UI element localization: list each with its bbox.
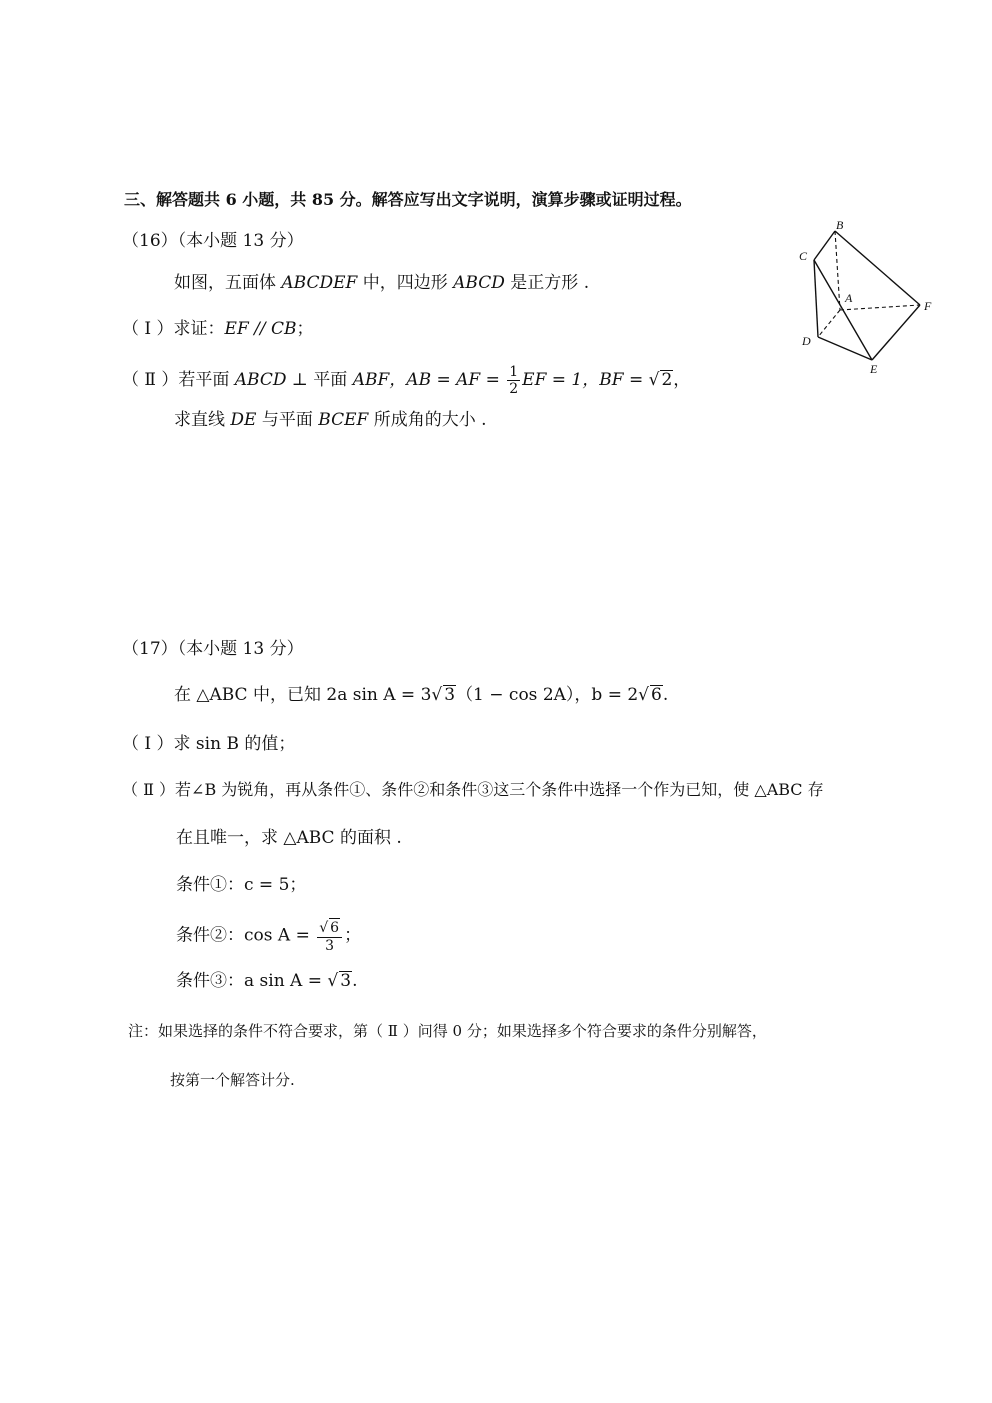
q17-cond2-frac: $\frac{√ 6}{3}$ <box>317 918 342 954</box>
q17-part2-cont: 在且唯一，求 △ABC 的面积 . <box>176 828 402 848</box>
q16-frac-num: 1 <box>509 364 519 380</box>
q17-cond1: 条件①：c = 5； <box>176 875 307 895</box>
q17-stem-sqrt: 3 <box>444 685 456 705</box>
label-A: A <box>845 291 853 305</box>
q16-stem <box>174 271 589 295</box>
q16-stem-pre: 如图，五面体 <box>174 273 282 293</box>
q16-stem-post: 是正方形 . <box>504 273 590 293</box>
q16-fraction <box>507 364 520 397</box>
q17-cond2-den: 3 <box>325 938 335 954</box>
q17-stem: 在 △ABC 中，已知 2a sin A = 3√ 3（1 − cos 2A），b = 2√ 6. <box>174 685 669 705</box>
q16-part2-a: ABCD <box>234 370 287 390</box>
q17-stem-pre: 在 △ABC 中，已知 2a sin A = 3 <box>174 685 432 705</box>
q16-part1 <box>122 317 314 341</box>
q16-part1-end: ； <box>296 319 314 339</box>
q17-part2: （ Ⅱ ）若∠B 为锐角，再从条件①、条件②和条件③这三个条件中选择一个作为已知，使 △ABC 存 <box>122 780 824 799</box>
q17-note: 注：如果选择的条件不符合要求，第（ Ⅱ ）问得 0 分；如果选择多个符合要求的条件分别解答， <box>128 1022 767 1040</box>
q16-stem-var1: ABCDEF <box>281 273 358 293</box>
q17-number: （17）（本小题 13 分） <box>122 639 304 659</box>
q16-part2: （ Ⅱ ）若平面 ABCD ⊥ 平面 ABF，AB = AF = $\frac{1}{2}$ EF = 1，BF = √ 2， <box>122 364 691 397</box>
q17-cond3-pre: 条件③：a sin A = <box>176 971 328 991</box>
q16-part2-label: （ Ⅱ ）若平面 <box>122 370 235 390</box>
q16-part2-b: ABF <box>352 370 390 390</box>
label-C: C <box>799 249 808 263</box>
q16-frac-den: 2 <box>509 381 519 397</box>
q16-part2-e: BF = <box>599 370 649 390</box>
label-B: B <box>836 218 844 232</box>
q16-sqrt: 2 <box>661 370 673 390</box>
q16-part2-f: ， <box>673 370 691 390</box>
q16-stem-mid: 中，四边形 <box>357 273 454 293</box>
q17-cond3: 条件③：a sin A = √ 3. <box>176 971 358 991</box>
q17-cond2-end: ； <box>344 925 362 946</box>
q17-note-cont: 按第一个解答计分. <box>170 1071 295 1089</box>
q17-stem-end: . <box>662 685 669 705</box>
label-F: F <box>924 299 932 313</box>
q17-stem-sqrt2: 6 <box>651 685 662 705</box>
q16-line2-de: DE <box>230 410 257 430</box>
section-heading: 三、解答题共 6 小题，共 85 分。解答应写出文字说明，演算步骤或证明过程。 <box>124 190 692 209</box>
q16-part2-d: EF = 1， <box>522 370 600 390</box>
q16-line2-bcef: BCEF <box>318 410 369 430</box>
q16-part2-c: ，AB = AF = <box>389 370 506 390</box>
q16-part1-label: （ Ⅰ ）求证： <box>122 319 225 339</box>
q17-part1: （ Ⅰ ）求 sin B 的值； <box>122 734 296 754</box>
q17-cond2-num: 6 <box>330 920 340 936</box>
q16-part2-perp: ⊥ 平面 <box>286 370 353 390</box>
q16-line2-post: 所成角的大小 . <box>368 410 487 430</box>
q17-cond2-pre: 条件②：cos A = <box>176 925 316 946</box>
q17-cond3-end: . <box>352 971 358 991</box>
label-D: D <box>802 334 811 348</box>
q16-part1-math: EF // CB <box>224 319 297 339</box>
q16-line2-mid: 与平面 <box>256 410 319 430</box>
q16-stem-var2: ABCD <box>453 273 505 293</box>
q17-cond3-sqrt: 3 <box>340 971 352 991</box>
label-E: E <box>870 362 878 376</box>
q16-part2-line2 <box>174 408 487 432</box>
q17-stem-mid: （1 − cos 2A），b = 2 <box>456 685 639 705</box>
q16-number: （16）（本小题 13 分） <box>122 231 304 251</box>
q17-cond2 <box>176 918 361 954</box>
q16-line2-pre: 求直线 <box>174 410 231 430</box>
pentahedron-figure <box>790 215 950 380</box>
